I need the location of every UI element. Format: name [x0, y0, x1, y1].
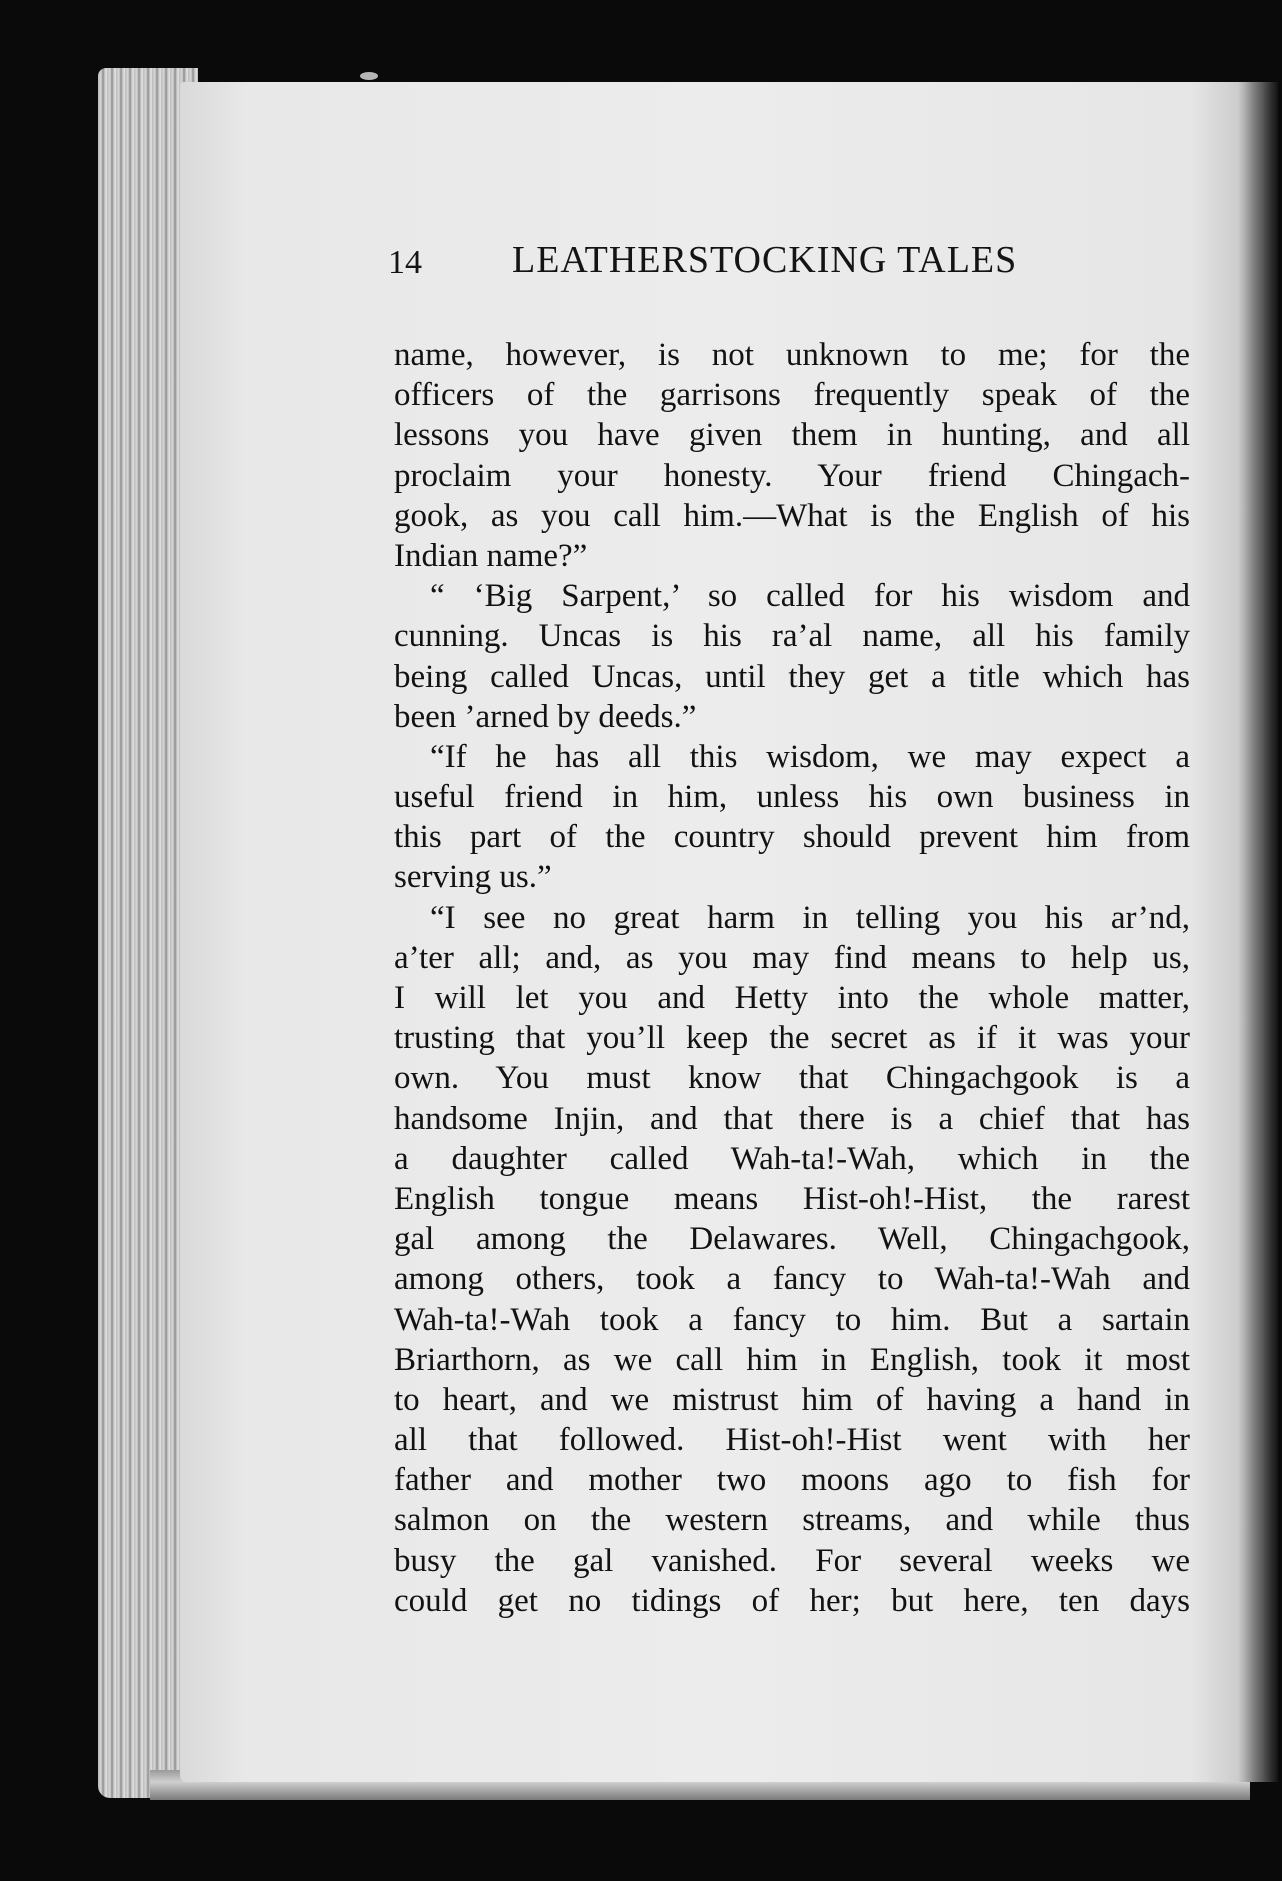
text-line: could get no tidings of her; but here, ten days [394, 1582, 1190, 1619]
text-line: to heart, and we mistrust him of having a hand in [394, 1381, 1190, 1418]
text-line: I will let you and Hetty into the whole matter, [394, 980, 1190, 1016]
text-line: cunning. Uncas is his ra’al name, all his family [394, 618, 1190, 655]
page-number: 14 [388, 244, 422, 281]
text-line: Briarthorn, as we call him in English, took it most [394, 1341, 1190, 1378]
text-line: a daughter called Wah-ta!-Wah, which in the [394, 1140, 1190, 1177]
dust-speck [360, 72, 378, 80]
text-line: lessons you have given them in hunting, and all [394, 417, 1190, 454]
text-line: gal among the Delawares. Well, Chingachgook, [394, 1221, 1190, 1258]
text-line: own. You must know that Chingachgook is a [394, 1060, 1190, 1097]
text-line: trusting that you’ll keep the secret as if it was your [394, 1020, 1190, 1057]
text-line: this part of the country should prevent him from [394, 819, 1190, 856]
gutter-shadow [1238, 82, 1278, 1782]
text-line: useful friend in him, unless his own business in [394, 779, 1190, 816]
text-line: been ’arned by deeds.” [394, 698, 697, 735]
text-line: all that followed. Hist-oh!-Hist went with her [394, 1422, 1190, 1459]
text-line: salmon on the western streams, and while thus [394, 1502, 1190, 1539]
text-line: serving us.” [394, 859, 552, 896]
body-text [394, 335, 1190, 1621]
running-head [388, 238, 1188, 288]
text-line: name, however, is not unknown to me; for the [394, 337, 1190, 373]
text-line: handsome Injin, and that there is a chief that has [394, 1100, 1190, 1137]
text-line: busy the gal vanished. For several weeks we [394, 1542, 1190, 1579]
text-line: officers of the garrisons frequently speak of the [394, 377, 1190, 414]
text-line: gook, as you call him.—What is the English of his [394, 497, 1190, 534]
text-line: Wah-ta!-Wah took a fancy to him. But a sartain [394, 1301, 1190, 1338]
text-line: English tongue means Hist-oh!-Hist, the rarest [394, 1180, 1190, 1217]
running-title: LEATHERSTOCKING TALES [512, 239, 1018, 281]
text-line: proclaim your honesty. Your friend Chingach- [394, 457, 1190, 494]
text-line: being called Uncas, until they get a title which has [394, 658, 1190, 695]
text-line: Indian name?” [394, 537, 588, 574]
text-line: among others, took a fancy to Wah-ta!-Wah and [394, 1261, 1190, 1298]
text-line: a’ter all; and, as you may find means to help us, [394, 939, 1190, 976]
text-line: “ ‘Big Sarpent,’ so called for his wisdom and [430, 578, 1190, 615]
text-line: “I see no great harm in telling you his ar’nd, [430, 899, 1190, 936]
text-line: father and mother two moons ago to fish for [394, 1462, 1190, 1499]
text-line: “If he has all this wisdom, we may expect a [430, 738, 1190, 775]
